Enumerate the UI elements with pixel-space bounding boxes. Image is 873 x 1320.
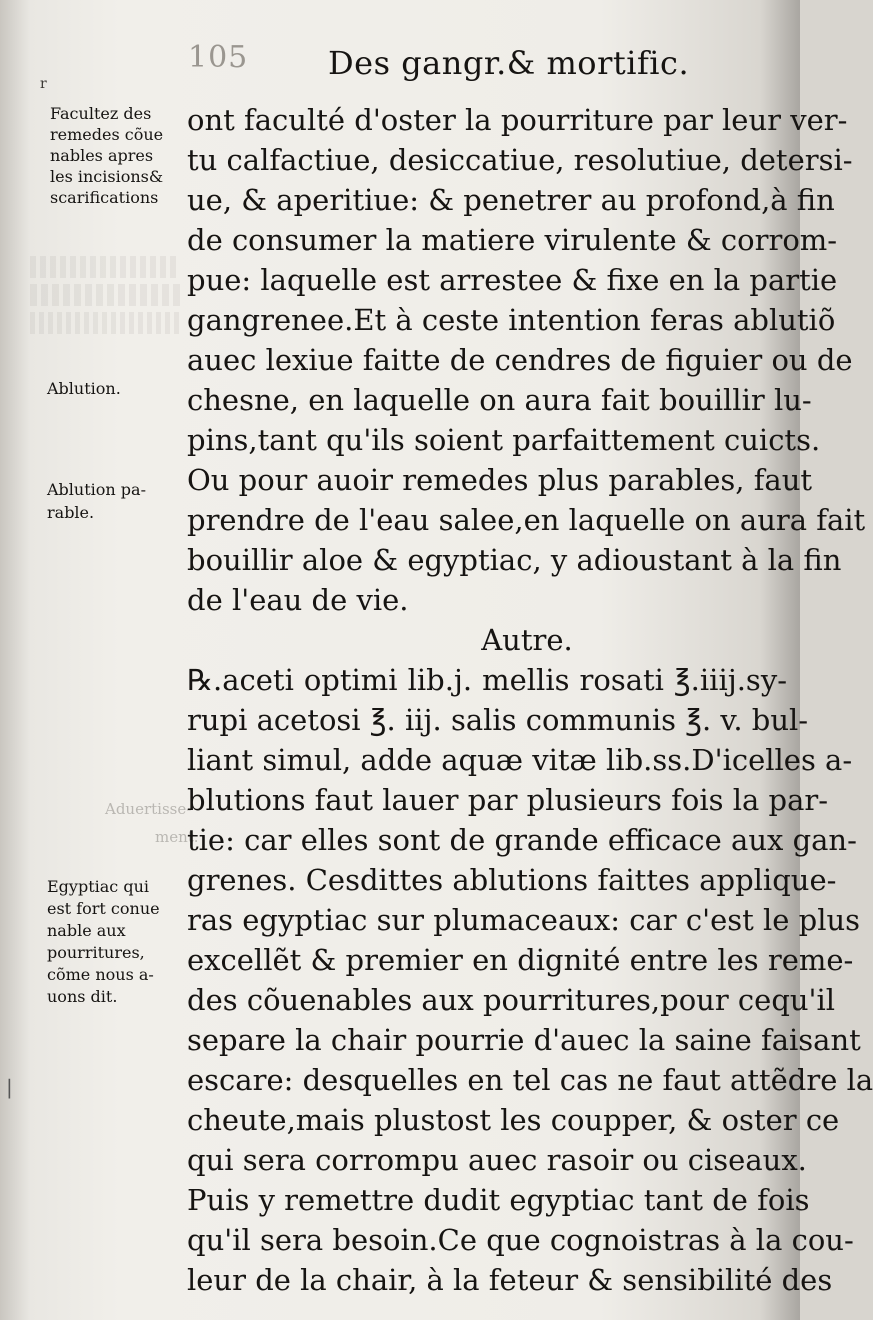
margin-note-line: Facultez des (50, 104, 152, 123)
text-line: tu calfactiue, desiccatiue, resolutiue, detersi- (187, 143, 853, 177)
text-line: blutions faut lauer par plusieurs fois la par- (187, 783, 829, 817)
text-line: rupi acetosi ℥. iij. salis communis ℥. v. bul- (187, 703, 809, 737)
stray-mark: r (40, 76, 47, 92)
bleed-note-line: ment. (155, 828, 199, 846)
margin-note-line: cõme nous a- (47, 965, 154, 984)
text-line: de consumer la matiere virulente & corrom- (187, 223, 838, 257)
margin-note-facultez (50, 103, 163, 208)
text-line: cheute,mais plustost les coupper, & oster ce (187, 1103, 840, 1137)
text-line: chesne, en laquelle on aura fait bouillir lu- (187, 383, 812, 417)
text-line: excellẽt & premier en dignité entre les reme- (187, 943, 854, 977)
body-text (187, 100, 873, 1300)
text-line: leur de la chair, à la feteur & sensibilité des (187, 1263, 833, 1297)
margin-note-line: nable aux (47, 921, 126, 940)
text-line: liant simul, adde aquæ vitæ lib.ss.D'icelles a- (187, 743, 853, 777)
text-line: qui sera corrompu auec rasoir ou ciseaux. (187, 1143, 807, 1177)
text-line: de l'eau de vie. (187, 583, 409, 617)
text-line: qu'il sera besoin.Ce que cognoistras à la cou- (187, 1223, 854, 1257)
text-line: ont faculté d'oster la pourriture par leur ver- (187, 103, 848, 137)
text-line: escare: desquelles en tel cas ne faut attẽdre la (187, 1063, 873, 1097)
text-line: ras egyptiac sur plumaceaux: car c'est le plus (187, 903, 861, 937)
margin-note-line: scarifications (50, 188, 159, 207)
margin-note-line: Ablution pa- (47, 480, 146, 499)
margin-note-line: remedes cõue (50, 125, 164, 144)
text-line: Ou pour auoir remedes plus parables, faut (187, 463, 813, 497)
margin-note-line: uons dit. (47, 987, 118, 1006)
text-line: ℞.aceti optimi lib.j. mellis rosati ℥.iiij.sy- (187, 663, 787, 697)
margin-note-line: est fort conue (47, 899, 160, 918)
bleed-through-texture (30, 250, 180, 360)
text-line: pue: laquelle est arrestee & fixe en la partie (187, 263, 838, 297)
margin-note-line: rable. (47, 503, 95, 522)
text-line: grenes. Cesdittes ablutions faittes applique- (187, 863, 837, 897)
text-line: gangrenee.Et à ceste intention feras ablutiõ (187, 303, 836, 337)
text-line: ue, & aperitiue: & penetrer au profond,à fin (187, 183, 835, 217)
bleed-through-margin-note (55, 795, 199, 851)
text-line: Puis y remettre dudit egyptiac tant de fois (187, 1183, 810, 1217)
margin-note-line: pourritures, (47, 943, 145, 962)
page-number: 105 (188, 40, 249, 75)
stray-mark: | (6, 1075, 13, 1099)
margin-note-line: nables apres (50, 146, 154, 165)
margin-note-line: les incisions& (50, 167, 164, 186)
margin-note-egyptiac (47, 876, 160, 1008)
text-line: des cõuenables aux pourritures,pour cequ'il (187, 983, 836, 1017)
running-head: Des gangr.& mortific. (328, 44, 690, 82)
margin-note-ablution (47, 378, 121, 399)
margin-note-line: Egyptiac qui (47, 877, 149, 896)
text-line: bouillir aloe & egyptiac, y adioustant à la fin (187, 543, 842, 577)
subheading: Autre. (481, 623, 573, 657)
text-line: prendre de l'eau salee,en laquelle on aura fait (187, 503, 866, 537)
text-line: separe la chair pourrie d'auec la saine faisant (187, 1023, 861, 1057)
margin-note-ablution-parable (47, 478, 146, 524)
text-line: pins,tant qu'ils soient parfaittement cuicts. (187, 423, 821, 457)
margin-note-line: Ablution. (47, 379, 121, 398)
text-line: auec lexiue faitte de cendres de figuier ou de (187, 343, 853, 377)
bleed-note-line: Aduertisse- (105, 800, 192, 818)
text-line: tie: car elles sont de grande efficace aux gan- (187, 823, 857, 857)
